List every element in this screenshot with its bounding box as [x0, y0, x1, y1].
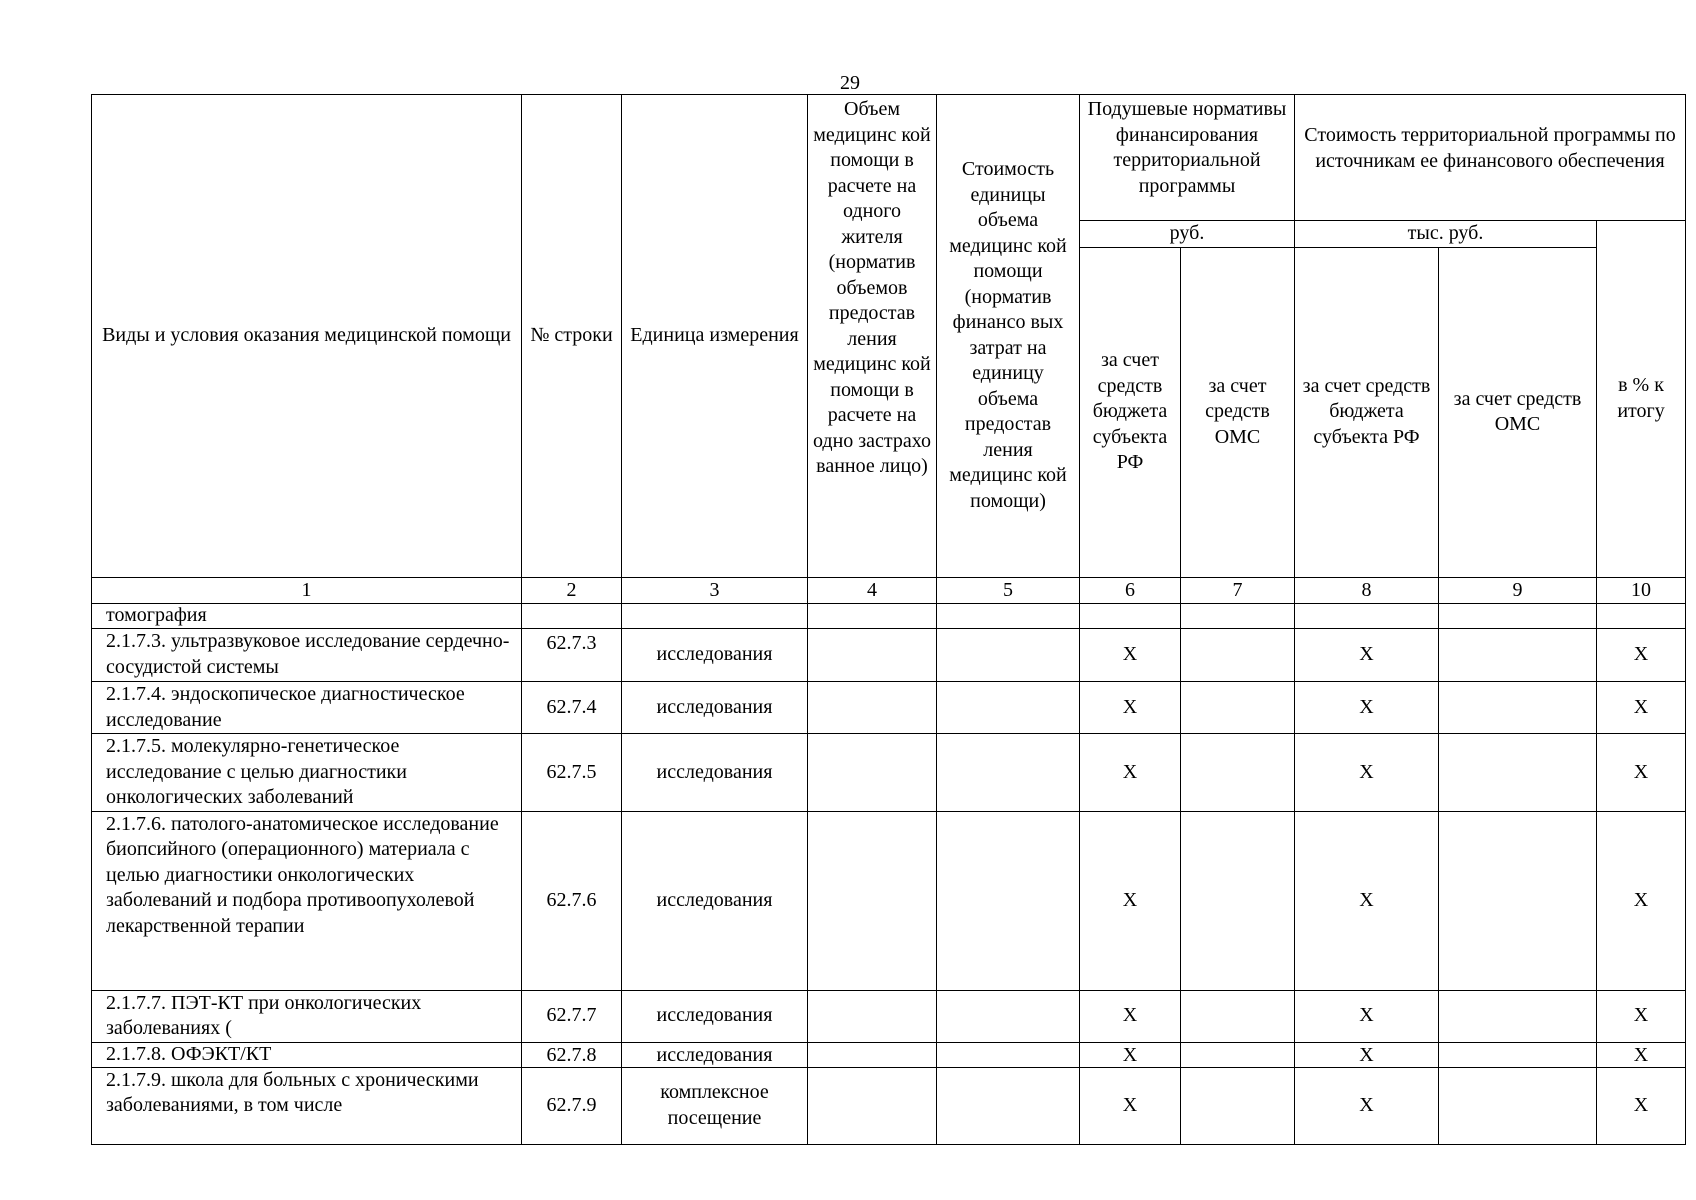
- header-row: [92, 95, 1686, 221]
- row-cost-oms: [1439, 811, 1597, 990]
- row-unit: исследования: [622, 811, 808, 990]
- row-number: 62.7.5: [522, 734, 622, 812]
- header-row-number: № строки: [522, 95, 622, 578]
- row-number: 62.7.9: [522, 1067, 622, 1144]
- table-row: [92, 811, 1686, 990]
- row-norm-oms: [1181, 629, 1295, 682]
- header-cost-budget: за счет средств бюджета субъекта РФ: [1295, 247, 1439, 577]
- row-norm-oms: [1181, 990, 1295, 1042]
- row-volume: [808, 682, 937, 734]
- row-number: 62.7.6: [522, 811, 622, 990]
- row-number: [522, 604, 622, 629]
- table-row: [92, 1067, 1686, 1144]
- header-program-cost: Стоимость территориальной программы по источникам ее финансового обеспечения: [1295, 95, 1686, 221]
- row-unit-cost: [937, 1042, 1080, 1067]
- row-unit-cost: [937, 811, 1080, 990]
- row-volume: [808, 734, 937, 812]
- row-cost-oms: [1439, 1042, 1597, 1067]
- row-norm-budget: Х: [1080, 734, 1181, 812]
- row-percent: Х: [1597, 1067, 1686, 1144]
- row-volume: [808, 629, 937, 682]
- row-volume: [808, 990, 937, 1042]
- row-norm-budget: Х: [1080, 629, 1181, 682]
- row-unit: исследования: [622, 682, 808, 734]
- row-number: 62.7.4: [522, 682, 622, 734]
- header-norm-oms: за счет средств ОМС: [1181, 247, 1295, 577]
- column-number: 4: [808, 577, 937, 604]
- row-norm-oms: [1181, 811, 1295, 990]
- row-percent: [1597, 604, 1686, 629]
- row-unit-cost: [937, 1067, 1080, 1144]
- row-cost-budget: Х: [1295, 990, 1439, 1042]
- header-unit-of-measure: Единица измерения: [622, 95, 808, 578]
- row-volume: [808, 604, 937, 629]
- row-cost-budget: Х: [1295, 811, 1439, 990]
- row-number: 62.7.8: [522, 1042, 622, 1067]
- header-volume-per-resident: Объем медицинс кой помощи в расчете на одного жителя (норматив объемов предостав ления медицинс кой помощи в расчете на одно застрахо ванное лицо): [808, 95, 937, 578]
- row-name: 2.1.7.6. патолого-анатомическое исследование биопсийного (операционного) материала с целью диагностики онкологических заболеваний и подбора противоопухолевой лекарственной терапии: [92, 811, 522, 990]
- row-unit: исследования: [622, 990, 808, 1042]
- row-norm-budget: Х: [1080, 811, 1181, 990]
- row-name: томография: [92, 604, 522, 629]
- row-norm-oms: [1181, 682, 1295, 734]
- row-percent: Х: [1597, 990, 1686, 1042]
- row-unit-cost: [937, 682, 1080, 734]
- row-cost-budget: Х: [1295, 682, 1439, 734]
- row-name: 2.1.7.5. молекулярно-генетическое исследование с целью диагностики онкологических заболеваний: [92, 734, 522, 812]
- row-norm-oms: [1181, 1042, 1295, 1067]
- table-row: [92, 734, 1686, 812]
- header-percent-of-total: в % к итогу: [1597, 221, 1686, 578]
- row-percent: Х: [1597, 629, 1686, 682]
- row-norm-budget: [1080, 604, 1181, 629]
- row-volume: [808, 1067, 937, 1144]
- column-number: 8: [1295, 577, 1439, 604]
- row-norm-oms: [1181, 1067, 1295, 1144]
- column-number: 10: [1597, 577, 1686, 604]
- row-norm-budget: Х: [1080, 1042, 1181, 1067]
- header-cost-oms: за счет средств ОМС: [1439, 247, 1597, 577]
- row-cost-oms: [1439, 682, 1597, 734]
- header-unit-thousand-rub: тыс. руб.: [1295, 221, 1597, 248]
- column-number: 7: [1181, 577, 1295, 604]
- row-unit-cost: [937, 604, 1080, 629]
- column-number: 9: [1439, 577, 1597, 604]
- row-name: 2.1.7.3. ультразвуковое исследование сердечно-сосудистой системы: [92, 629, 522, 682]
- row-unit: исследования: [622, 1042, 808, 1067]
- territorial-program-table: [91, 94, 1686, 1145]
- row-percent: Х: [1597, 682, 1686, 734]
- row-name: 2.1.7.4. эндоскопическое диагностическое исследование: [92, 682, 522, 734]
- row-name: 2.1.7.9. школа для больных с хроническими заболеваниями, в том числе: [92, 1067, 522, 1144]
- row-cost-budget: Х: [1295, 734, 1439, 812]
- row-cost-oms: [1439, 990, 1597, 1042]
- row-unit-cost: [937, 629, 1080, 682]
- row-cost-oms: [1439, 604, 1597, 629]
- row-norm-budget: Х: [1080, 990, 1181, 1042]
- column-number: 2: [522, 577, 622, 604]
- page-number: 29: [840, 72, 860, 94]
- row-name: 2.1.7.7. ПЭТ-КТ при онкологических заболеваниях (: [92, 990, 522, 1042]
- header-norm-budget: за счет средств бюджета субъекта РФ: [1080, 247, 1181, 577]
- row-norm-oms: [1181, 604, 1295, 629]
- column-number: 1: [92, 577, 522, 604]
- table-row: [92, 629, 1686, 682]
- row-name: 2.1.7.8. ОФЭКТ/КТ: [92, 1042, 522, 1067]
- column-number: 3: [622, 577, 808, 604]
- row-number: 62.7.3: [522, 629, 622, 682]
- row-cost-oms: [1439, 1067, 1597, 1144]
- column-number: 5: [937, 577, 1080, 604]
- table-row: [92, 990, 1686, 1042]
- column-numbers-row: [92, 577, 1686, 604]
- header-unit-cost: Стоимость единицы объема медицинс кой помощи (норматив финансо вых затрат на единицу объема предостав ления медицинс кой помощи): [937, 95, 1080, 578]
- row-percent: Х: [1597, 1042, 1686, 1067]
- row-cost-budget: Х: [1295, 1042, 1439, 1067]
- table-row: [92, 1042, 1686, 1067]
- row-unit: исследования: [622, 734, 808, 812]
- row-number: 62.7.7: [522, 990, 622, 1042]
- row-unit: исследования: [622, 629, 808, 682]
- row-norm-budget: Х: [1080, 682, 1181, 734]
- row-cost-budget: Х: [1295, 629, 1439, 682]
- table-row: [92, 682, 1686, 734]
- header-per-capita-norms: Подушевые нормативы финансирования территориальной программы: [1080, 95, 1295, 221]
- row-cost-budget: Х: [1295, 1067, 1439, 1144]
- row-unit: [622, 604, 808, 629]
- header-services: Виды и условия оказания медицинской помощи: [92, 95, 522, 578]
- row-percent: Х: [1597, 811, 1686, 990]
- row-cost-budget: [1295, 604, 1439, 629]
- table-row: [92, 604, 1686, 629]
- row-unit: комплексное посещение: [622, 1067, 808, 1144]
- row-unit-cost: [937, 990, 1080, 1042]
- header-unit-rub: руб.: [1080, 221, 1295, 248]
- row-volume: [808, 811, 937, 990]
- row-norm-oms: [1181, 734, 1295, 812]
- row-percent: Х: [1597, 734, 1686, 812]
- row-norm-budget: Х: [1080, 1067, 1181, 1144]
- row-cost-oms: [1439, 734, 1597, 812]
- row-volume: [808, 1042, 937, 1067]
- column-number: 6: [1080, 577, 1181, 604]
- row-unit-cost: [937, 734, 1080, 812]
- row-cost-oms: [1439, 629, 1597, 682]
